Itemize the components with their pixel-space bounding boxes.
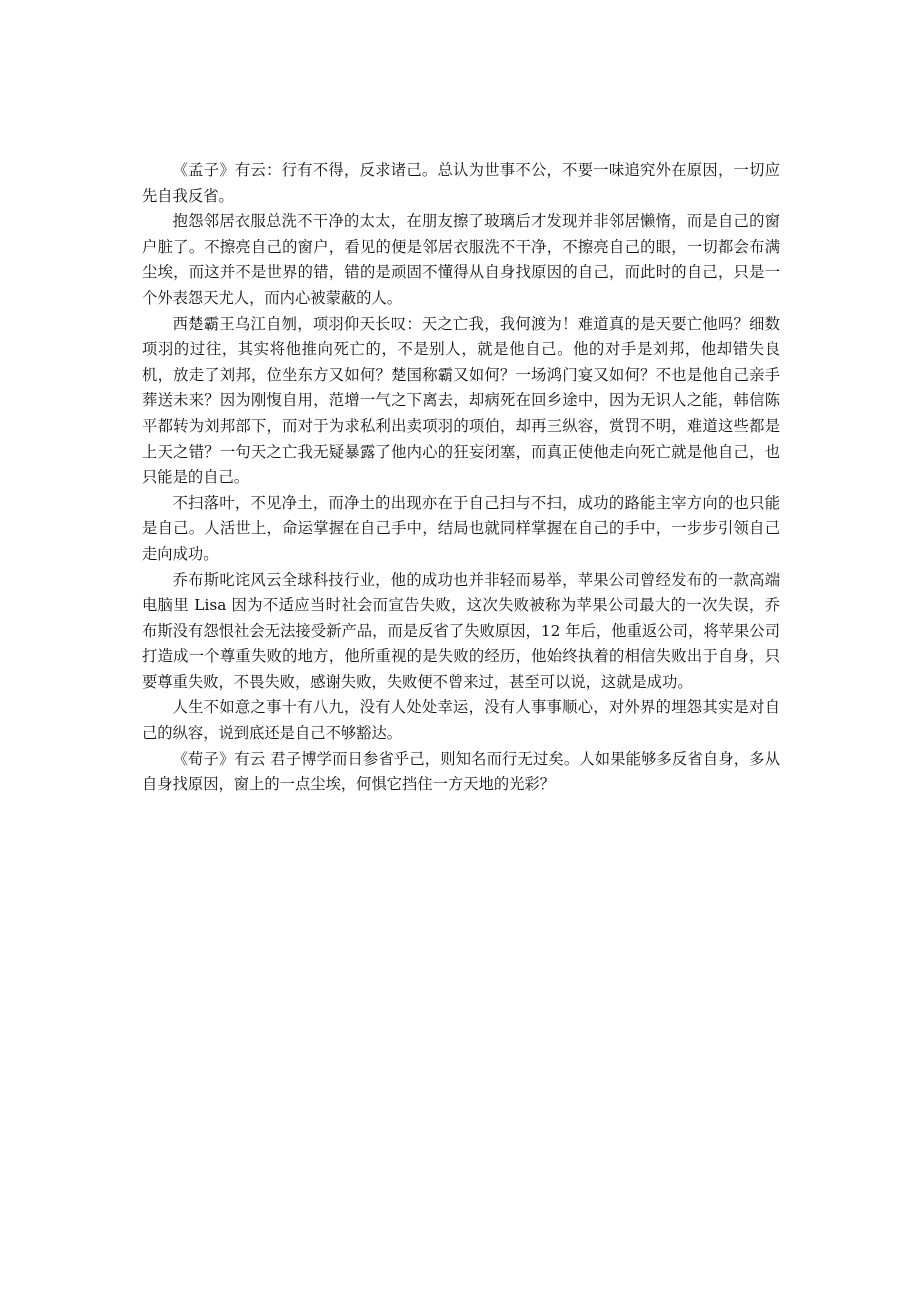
paragraph-1: 《孟子》有云：行有不得，反求诸己。总认为世事不公，不要一味追究外在原因，一切应先自我反省。 bbox=[142, 161, 780, 205]
paragraph-6: 人生不如意之事十有八九，没有人处处幸运，没有人事事顺心，对外界的埋怨其实是对自己的纵容，说到底还是自己不够豁达。 bbox=[142, 698, 780, 743]
paragraph-4: 不扫落叶，不见净土，而净土的出现亦在于自己扫与不扫，成功的路能主宰方向的也只能是自己。人活世上，命运掌握在自己手中，结局也就同样掌握在自己的手中，一步步引领自己走向成功。 bbox=[142, 493, 780, 563]
essay-body bbox=[142, 158, 780, 798]
paragraph-2: 抱怨邻居衣服总洗不干净的太太，在朋友擦了玻璃后才发现并非邻居懒惰，而是自己的窗户脏了。不擦亮自己的窗户，看见的便是邻居衣服洗不干净，不擦亮自己的眼，一切都会布满尘埃，而这并不是世界的错，错的是顽固不懂得从自身找原因的自己，而此时的自己，只是一个外表怨天尤人，而内心被蒙蔽的人。 bbox=[142, 212, 780, 307]
paragraph-3: 西楚霸王乌江自刎，项羽仰天长叹：天之亡我，我何渡为！难道真的是天要亡他吗？细数项羽的过往，其实将他推向死亡的，不是别人，就是他自己。他的对手是刘邦，他却错失良机，放走了刘邦，位坐东方又如何？楚国称霸又如何？一场鸿门宴又如何？不也是他自己亲手葬送未来？因为刚愎自用，范增一气之下离去，却病死在回乡途中，因为无识人之能，韩信陈平都转为刘邦部下，而对于为求私利出卖项羽的项伯，却再三纵容，赏罚不明，难道这些都是上天之错？一句天之亡我无疑暴露了他内心的狂妄闭塞，而真正使他走向死亡就是他自己，也只能是的自己。 bbox=[142, 314, 780, 487]
paragraph-5: 乔布斯叱诧风云全球科技行业，他的成功也并非轻而易举，苹果公司曾经发布的一款高端电脑里 Lisa 因为不适应当时社会而宣告失败，这次失败被称为苹果公司最大的一次失误，乔布斯没有怨恨社会无法接受新产品，而是反省了失败原因，12 年后，他重返公司，将苹果公司打造成一个尊重失败的地方，他所重视的是失败的经历，他始终执着的相信失败出于自身，只要尊重失败，不畏失败，感谢失败，失败便不曾来过，甚至可以说，这就是成功。 bbox=[142, 570, 780, 691]
paragraph-7: 《荀子》有云 君子博学而日参省乎己，则知名而行无过矣。人如果能够多反省自身，多从自身找原因，窗上的一点尘埃，何惧它挡住一方天地的光彩？ bbox=[142, 749, 780, 794]
